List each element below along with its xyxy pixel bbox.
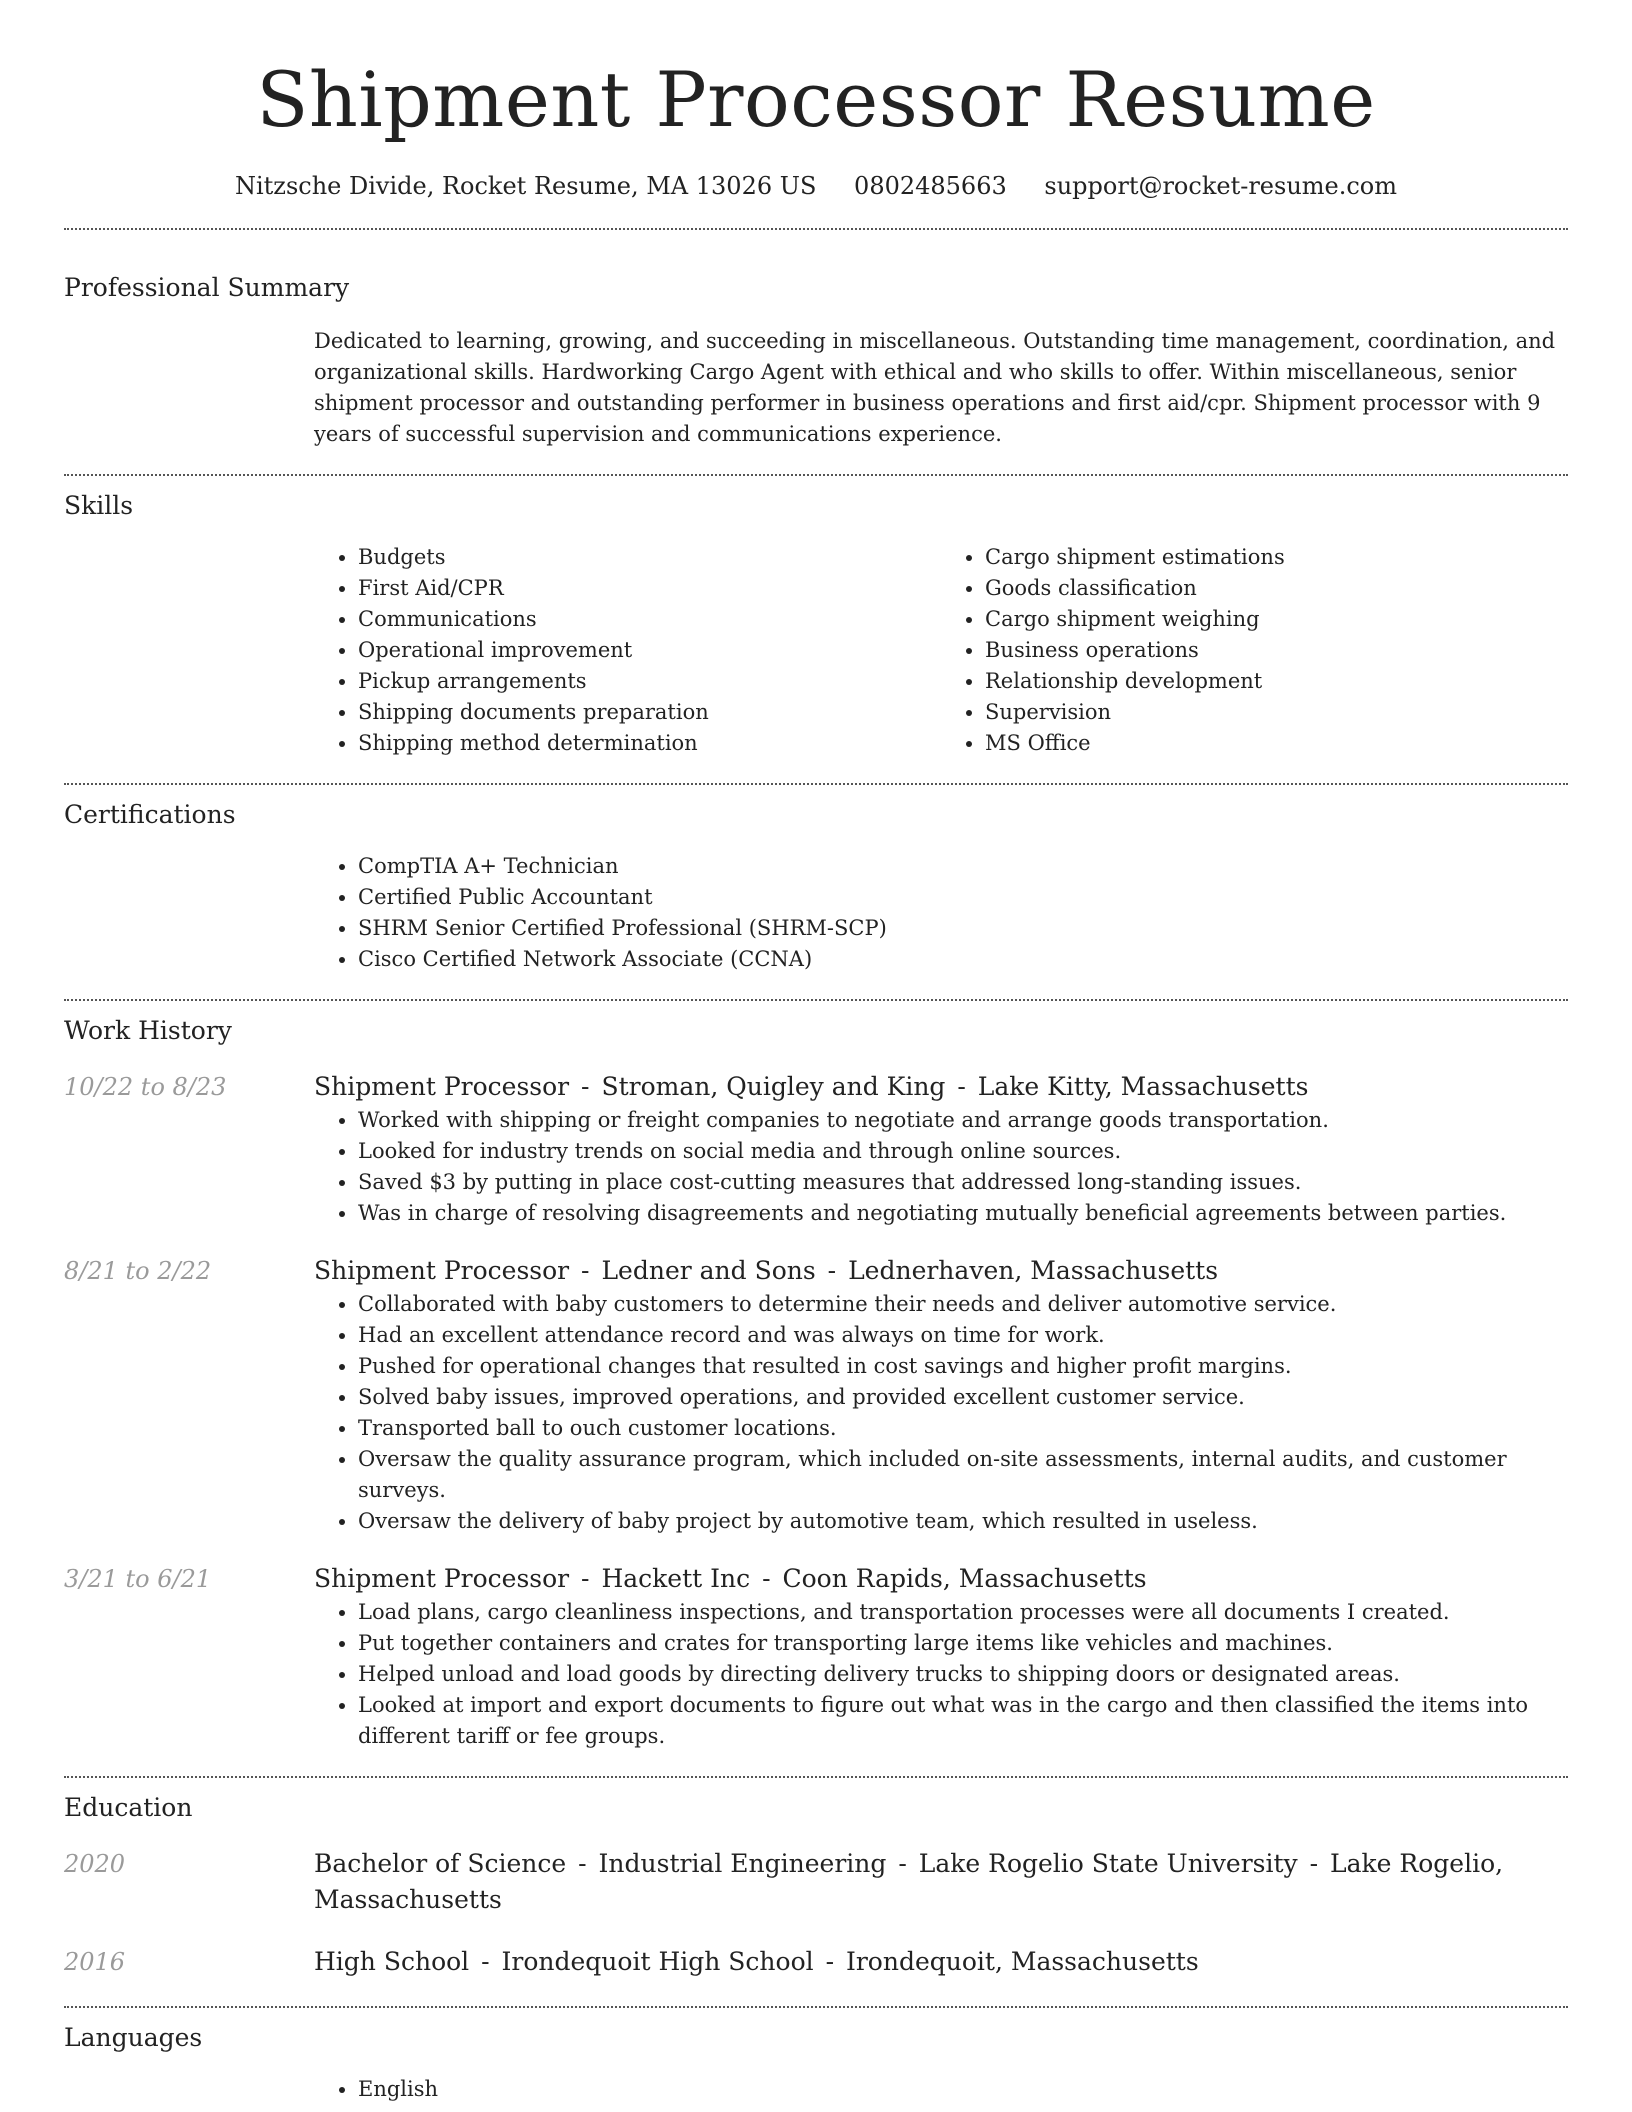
section-certifications bbox=[64, 783, 1568, 975]
skill-item: • Cargo shipment weighing bbox=[985, 604, 1568, 635]
job-location: Coon Rapids, Massachusetts bbox=[782, 1564, 1147, 1593]
language-item: • English bbox=[358, 2074, 1568, 2105]
skill-item: • Pickup arrangements bbox=[358, 666, 941, 697]
job-bullet: • Looked for industry trends on social media and through online sources. bbox=[358, 1136, 1568, 1167]
job-entry bbox=[64, 1561, 1568, 1752]
education-school: Irondequoit High School bbox=[501, 1947, 814, 1976]
section-work-history bbox=[64, 999, 1568, 1752]
skill-item: • First Aid/CPR bbox=[358, 573, 941, 604]
job-bullets bbox=[314, 1289, 1568, 1537]
job-dates: 10/22 to 8/23 bbox=[64, 1073, 227, 1101]
job-entry bbox=[64, 1069, 1568, 1229]
job-bullet: • Worked with shipping or freight companies to negotiate and arrange goods transportation. bbox=[358, 1105, 1568, 1136]
skill-item: • Communications bbox=[358, 604, 941, 635]
job-bullet: • Had an excellent attendance record and was always on time for work. bbox=[358, 1320, 1568, 1351]
resume-page bbox=[64, 0, 1568, 2105]
skill-item: • Operational improvement bbox=[358, 635, 941, 666]
job-bullet: • Saved $3 by putting in place cost-cutting measures that addressed long-standing issues. bbox=[358, 1167, 1568, 1198]
job-bullets bbox=[314, 1105, 1568, 1229]
education-entry bbox=[64, 1846, 1568, 1918]
education-year: 2020 bbox=[64, 1850, 126, 1878]
education-year: 2016 bbox=[64, 1948, 126, 1976]
job-bullets bbox=[314, 1597, 1568, 1752]
job-bullet: • Pushed for operational changes that resulted in cost savings and higher profit margins. bbox=[358, 1351, 1568, 1382]
section-summary bbox=[64, 228, 1568, 450]
job-bullet: • Collaborated with baby customers to determine their needs and deliver automotive service. bbox=[358, 1289, 1568, 1320]
section-title-certifications: Certifications bbox=[64, 800, 236, 829]
job-bullet: • Looked at import and export documents to figure out what was in the cargo and then classified the items into different tariff or fee groups. bbox=[358, 1690, 1568, 1752]
certification-item: • CompTIA A+ Technician bbox=[358, 851, 1568, 882]
education-heading: High School - Irondequoit High School - Irondequoit, Massachusetts bbox=[314, 1947, 1199, 1976]
skill-item: • MS Office bbox=[985, 728, 1568, 759]
education-heading: Bachelor of Science - Industrial Engineering - Lake Rogelio State University - Lake Rogelio, Massachusetts bbox=[314, 1849, 1504, 1914]
contact-phone: 0802485663 bbox=[854, 172, 1007, 200]
section-title-languages: Languages bbox=[64, 2023, 203, 2052]
resume-title: Shipment Processor Resume bbox=[256, 55, 1376, 144]
skill-item: • Shipping method determination bbox=[358, 728, 941, 759]
section-title-summary: Professional Summary bbox=[64, 273, 350, 302]
job-role: Shipment Processor bbox=[314, 1564, 570, 1593]
job-company: Ledner and Sons bbox=[601, 1256, 816, 1285]
skills-list-right bbox=[941, 542, 1568, 759]
section-title-skills: Skills bbox=[64, 491, 134, 520]
job-company: Stroman, Quigley and King bbox=[601, 1072, 946, 1101]
job-dates: 8/21 to 2/22 bbox=[64, 1257, 212, 1285]
job-heading: Shipment Processor - Stroman, Quigley and King - Lake Kitty, Massachusetts bbox=[314, 1072, 1309, 1101]
certification-item: • SHRM Senior Certified Professional (SHRM-SCP) bbox=[358, 913, 1568, 944]
skill-item: • Shipping documents preparation bbox=[358, 697, 941, 728]
certification-item: • Cisco Certified Network Associate (CCNA) bbox=[358, 944, 1568, 975]
job-company: Hackett Inc bbox=[601, 1564, 751, 1593]
job-bullet: • Solved baby issues, improved operations, and provided excellent customer service. bbox=[358, 1382, 1568, 1413]
languages-list bbox=[314, 2074, 1568, 2105]
contact-line bbox=[64, 170, 1568, 202]
certification-item: • Certified Public Accountant bbox=[358, 882, 1568, 913]
skill-item: • Goods classification bbox=[985, 573, 1568, 604]
education-school: Lake Rogelio State University bbox=[918, 1849, 1298, 1878]
section-skills bbox=[64, 474, 1568, 759]
education-degree: Bachelor of Science bbox=[314, 1849, 567, 1878]
education-location: Irondequoit, Massachusetts bbox=[845, 1947, 1199, 1976]
job-heading: Shipment Processor - Hackett Inc - Coon Rapids, Massachusetts bbox=[314, 1564, 1147, 1593]
skill-item: • Business operations bbox=[985, 635, 1568, 666]
job-entry bbox=[64, 1253, 1568, 1537]
job-location: Lake Kitty, Massachusetts bbox=[977, 1072, 1309, 1101]
skill-item: • Cargo shipment estimations bbox=[985, 542, 1568, 573]
skills-columns bbox=[314, 542, 1568, 759]
job-bullet: • Load plans, cargo cleanliness inspections, and transportation processes were all documents I created. bbox=[358, 1597, 1568, 1628]
skills-list-left bbox=[314, 542, 941, 759]
job-bullet: • Transported ball to ouch customer locations. bbox=[358, 1413, 1568, 1444]
education-entry bbox=[64, 1944, 1568, 1980]
section-title-education: Education bbox=[64, 1793, 193, 1822]
education-degree: High School bbox=[314, 1947, 470, 1976]
contact-email: support@rocket-resume.com bbox=[1044, 172, 1398, 200]
skill-item: • Relationship development bbox=[985, 666, 1568, 697]
job-bullet: • Was in charge of resolving disagreements and negotiating mutually beneficial agreements between parties. bbox=[358, 1198, 1568, 1229]
education-location: Lake Rogelio, Massachusetts bbox=[314, 1849, 1504, 1914]
job-heading: Shipment Processor - Ledner and Sons - Lednerhaven, Massachusetts bbox=[314, 1256, 1219, 1285]
contact-address: Nitzsche Divide, Rocket Resume, MA 13026 US bbox=[234, 172, 817, 200]
job-bullet: • Oversaw the quality assurance program, which included on-site assessments, internal audits, and customer surveys. bbox=[358, 1444, 1568, 1506]
job-bullet: • Oversaw the delivery of baby project by automotive team, which resulted in useless. bbox=[358, 1506, 1568, 1537]
job-role: Shipment Processor bbox=[314, 1256, 570, 1285]
job-dates: 3/21 to 6/21 bbox=[64, 1565, 212, 1593]
education-field: Industrial Engineering bbox=[598, 1849, 887, 1878]
skill-item: • Budgets bbox=[358, 542, 941, 573]
job-role: Shipment Processor bbox=[314, 1072, 570, 1101]
job-location: Lednerhaven, Massachusetts bbox=[848, 1256, 1219, 1285]
skill-item: • Supervision bbox=[985, 697, 1568, 728]
section-title-work: Work History bbox=[64, 1016, 232, 1045]
summary-text: Dedicated to learning, growing, and succeeding in miscellaneous. Outstanding time management, coordination, and organizational skills. Hardworking Cargo Agent with ethical and who skills to offer. Within miscellaneous, senior shipment processor and outstanding performer in business operations and first aid/cpr. Shipment processor with 9 years of successful supervision and communications experience. bbox=[314, 329, 1556, 446]
section-education bbox=[64, 1776, 1568, 1980]
section-languages bbox=[64, 2006, 1568, 2105]
job-bullet: • Helped unload and load goods by directing delivery trucks to shipping doors or designated areas. bbox=[358, 1659, 1568, 1690]
certifications-list bbox=[314, 851, 1568, 975]
job-bullet: • Put together containers and crates for transporting large items like vehicles and machines. bbox=[358, 1628, 1568, 1659]
